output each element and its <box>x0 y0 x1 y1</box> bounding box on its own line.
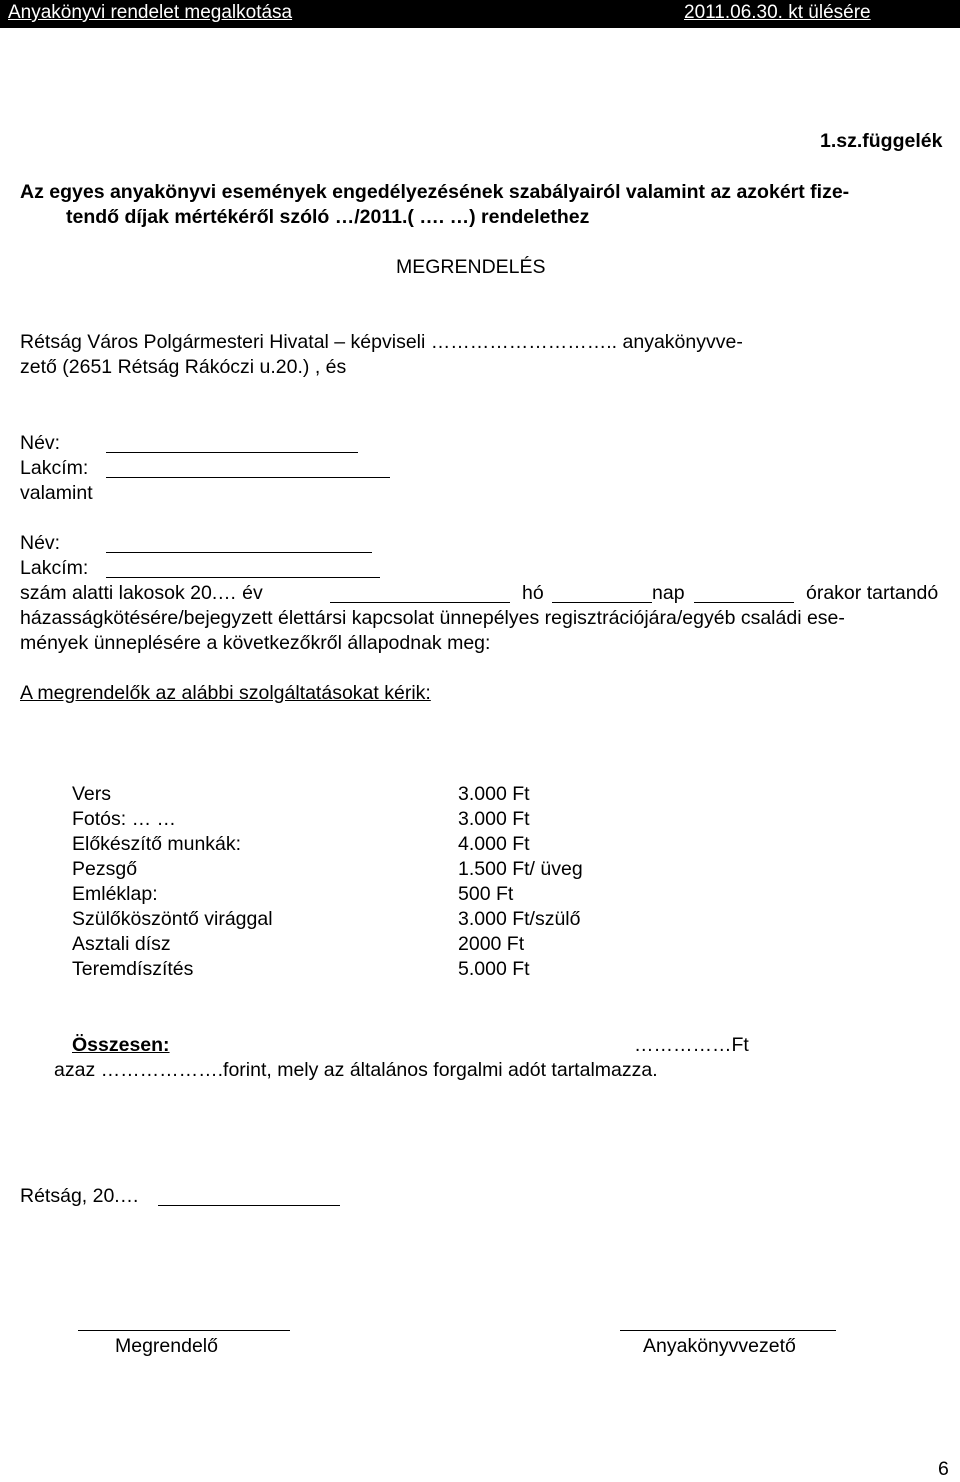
party2-address-label: Lakcím: <box>20 557 89 579</box>
service-name: Teremdíszítés <box>72 958 194 980</box>
event-line1-b: hó <box>522 582 544 604</box>
signature-label-left: Megrendelő <box>115 1335 218 1357</box>
total-label: Összesen: <box>72 1034 170 1056</box>
place-date: Rétság, 20.… <box>20 1185 140 1207</box>
event-line1-c: nap <box>652 582 685 604</box>
event-year-field[interactable] <box>330 582 510 603</box>
party1-name-field[interactable] <box>106 432 358 453</box>
event-line3: mények ünneplésére a következőkről állapodnak meg: <box>20 632 491 654</box>
service-name: Fotós: … … <box>72 808 177 830</box>
party1-address-label: Lakcím: <box>20 457 89 479</box>
event-line1-a: szám alatti lakosok 20.… év <box>20 582 263 604</box>
total-value: ……………Ft <box>634 1034 749 1056</box>
service-name: Pezsgő <box>72 858 138 880</box>
service-price: 4.000 Ft <box>458 833 530 855</box>
signature-line-right <box>620 1330 836 1331</box>
total-in-words: azaz ……………….forint, mely az általános forgalmi adót tartalmazza. <box>54 1059 658 1081</box>
event-line1-d: órakor tartandó <box>806 582 939 604</box>
service-price: 5.000 Ft <box>458 958 530 980</box>
page-number: 6 <box>938 1458 949 1480</box>
service-name: Asztali dísz <box>72 933 171 955</box>
signature-line-left <box>78 1330 290 1331</box>
service-price: 3.000 Ft/szülő <box>458 908 581 930</box>
party-connector: valamint <box>20 482 93 504</box>
party1-address-field[interactable] <box>106 457 390 478</box>
service-price: 3.000 Ft <box>458 783 530 805</box>
event-month-field[interactable] <box>552 582 652 603</box>
signature-label-right: Anyakönyvvezető <box>643 1335 796 1357</box>
service-name: Vers <box>72 783 112 805</box>
party2-address-field[interactable] <box>106 557 380 578</box>
party1-name-label: Név: <box>20 432 61 454</box>
party2-name-label: Név: <box>20 532 61 554</box>
service-name: Emléklap: <box>72 883 158 905</box>
header-date: 2011.06.30. kt ülésére <box>684 2 871 23</box>
service-name: Szülőköszöntő virággal <box>72 908 273 930</box>
party2-name-field[interactable] <box>106 532 372 553</box>
event-line2: házasságkötésére/bejegyzett élettársi kapcsolat ünnepélyes regisztrációjára/egyéb családi ese- <box>20 607 845 629</box>
services-heading: A megrendelők az alábbi szolgáltatásokat kérik: <box>20 682 431 704</box>
intro-line2: zető (2651 Rétság Rákóczi u.20.) , és <box>20 356 347 378</box>
service-price: 3.000 Ft <box>458 808 530 830</box>
doc-title-line1: Az egyes anyakönyvi események engedélyezésének szabályairól valamint az azokért fize- <box>20 181 850 203</box>
date-field[interactable] <box>158 1185 340 1206</box>
appendix-label: 1.sz.függelék <box>820 130 943 152</box>
service-name: Előkészítő munkák: <box>72 833 242 855</box>
service-price: 2000 Ft <box>458 933 525 955</box>
doc-title-line2: tendő díjak mértékéről szóló …/2011.( …. …) rendelethez <box>66 206 590 228</box>
header-title: Anyakönyvi rendelet megalkotása <box>8 2 293 23</box>
intro-line1: Rétság Város Polgármesteri Hivatal – képviseli ……………………….. anyakönyvve- <box>20 331 743 353</box>
order-title: MEGRENDELÉS <box>396 256 546 278</box>
event-day-field[interactable] <box>694 582 794 603</box>
service-price: 500 Ft <box>458 883 514 905</box>
service-price: 1.500 Ft/ üveg <box>458 858 583 880</box>
